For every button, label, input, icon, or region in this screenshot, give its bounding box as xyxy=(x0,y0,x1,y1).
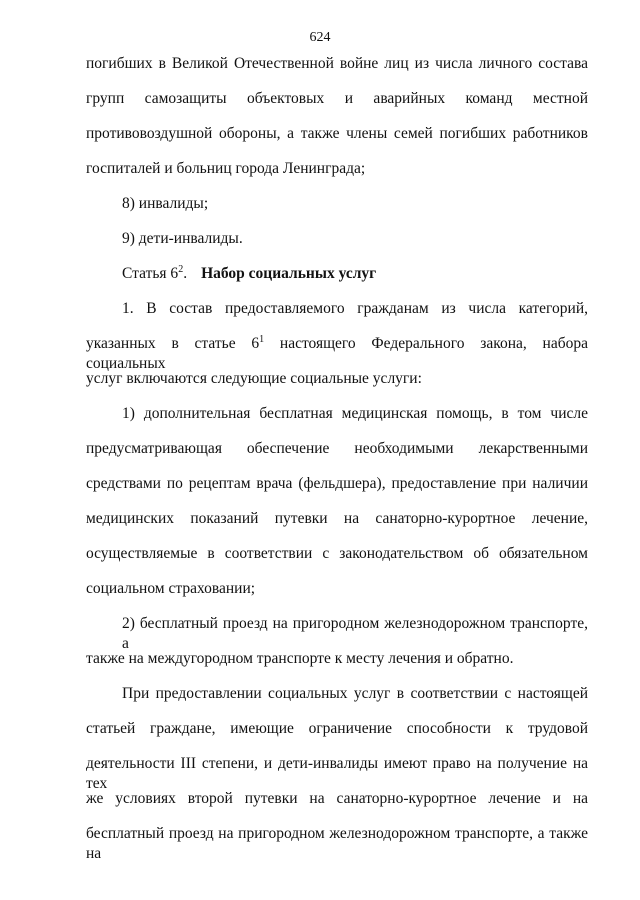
article-number: Статья $6^2$. xyxy=(122,263,188,282)
subitem-1-line: медицинских показаний путевки на санаторно-курортное лечение, xyxy=(86,510,588,527)
text-line: госпиталей и больниц города Ленинграда; xyxy=(86,160,366,177)
subitem-1-line: 1) дополнительная бесплатная медицинская помощь, в том числе xyxy=(122,405,588,422)
text-line: противовоздушной обороны, а также члены семей погибших работников xyxy=(86,125,588,142)
subitem-1-line: социальном страховании; xyxy=(86,580,256,597)
subitem-1-line: средствами по рецептам врача (фельдшера), предоставление при наличии xyxy=(86,475,588,492)
article-title: Набор социальных услуг xyxy=(201,265,377,282)
text-line: погибших в Великой Отечественной войне лиц из числа личного состава xyxy=(86,55,588,72)
paragraph-2-line: статьей граждане, имеющие ограничение способности к трудовой xyxy=(86,720,588,737)
page-number: 624 xyxy=(309,30,331,45)
subitem-2-line: 2) бесплатный проезд на пригородном железнодорожном транспорте, а xyxy=(122,615,588,652)
paragraph-1-line: указанных в статье $6^1$ настоящего Федерального закона, набора социальных xyxy=(86,333,588,372)
subitem-1-line: осуществляемые в соответствии с законодательством об обязательном xyxy=(86,545,588,562)
paragraph-2-line: При предоставлении социальных услуг в соответствии с настоящей xyxy=(122,685,588,702)
paragraph-1-line: 1. В состав предоставляемого гражданам из числа категорий, xyxy=(122,300,588,317)
subitem-1-line: предусматривающая обеспечение необходимыми лекарственными xyxy=(86,440,588,457)
article-heading xyxy=(122,264,588,284)
paragraph-2-line: же условиях второй путевки на санаторно-курортное лечение и на xyxy=(86,790,588,807)
paragraph-2-line: деятельности III степени, и дети-инвалиды имеют право на получение на тех xyxy=(86,755,588,792)
text-line: групп самозащиты объектовых и аварийных команд местной xyxy=(86,90,588,107)
list-item-8: 8) инвалиды; xyxy=(122,195,209,212)
paragraph-2-line: бесплатный проезд на пригородном железнодорожном транспорте, а также на xyxy=(86,825,588,862)
subitem-2-line: также на междугородном транспорте к месту лечения и обратно. xyxy=(86,650,514,667)
list-item-9: 9) дети-инвалиды. xyxy=(122,230,243,247)
paragraph-1-line: услуг включаются следующие социальные услуги: xyxy=(86,370,422,387)
